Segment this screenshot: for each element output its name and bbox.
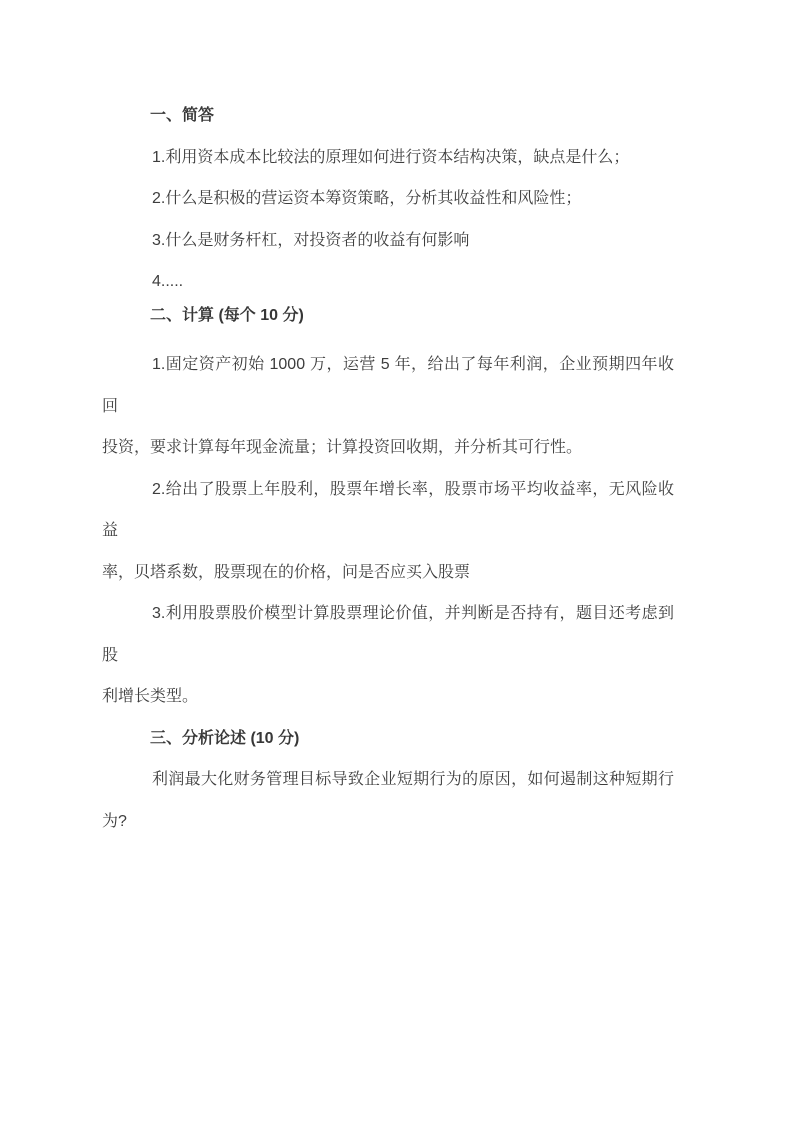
paragraph xyxy=(102,178,674,220)
paragraph-line: 4..... xyxy=(152,273,184,290)
paragraph-line: 2.什么是积极的营运资本筹资策略，分析其收益性和风险性； xyxy=(152,190,582,207)
section-heading: 一、简答 xyxy=(150,107,215,124)
paragraph-line: 3.什么是财务杆杠，对投资者的收益有何影响 xyxy=(152,231,470,249)
paragraph-line: 利增长类型。 xyxy=(102,688,199,705)
paragraph-line: 为? xyxy=(102,812,127,830)
section-heading: 二、计算 (每个 10 分) xyxy=(150,306,304,324)
paragraph xyxy=(102,469,674,594)
document-section xyxy=(102,718,674,843)
paragraph xyxy=(102,759,674,842)
paragraph-line: 利润最大化财务管理目标导致企业短期行为的原因，如何遏制这种短期行 xyxy=(152,771,674,788)
document-section xyxy=(102,95,674,303)
paragraph-line: 投资，要求计算每年现金流量；计算投资回收期，并分析其可行性。 xyxy=(102,439,583,456)
paragraph-line: 2.给出了股票上年股利，股票年增长率，股票市场平均收益率，无风险收益 xyxy=(102,480,674,539)
document-section xyxy=(102,295,674,718)
paragraph-line: 1.固定资产初始 1000 万，运营 5 年，给出了每年利润，企业预期四年收回 xyxy=(102,356,674,415)
paragraph xyxy=(102,593,674,718)
paragraph-line: 1.利用资本成本比较法的原理如何进行资本结构决策，缺点是什么； xyxy=(152,148,630,166)
paragraph xyxy=(102,344,674,469)
paragraph xyxy=(102,137,674,179)
paragraph-line: 率，贝塔系数，股票现在的价格，问是否应买入股票 xyxy=(102,563,471,581)
section-heading: 三、分析论述 (10 分) xyxy=(150,729,300,747)
paragraph xyxy=(102,220,674,262)
paragraph-line: 3.利用股票股价模型计算股票理论价值，并判断是否持有，题目还考虑到股 xyxy=(102,605,674,664)
